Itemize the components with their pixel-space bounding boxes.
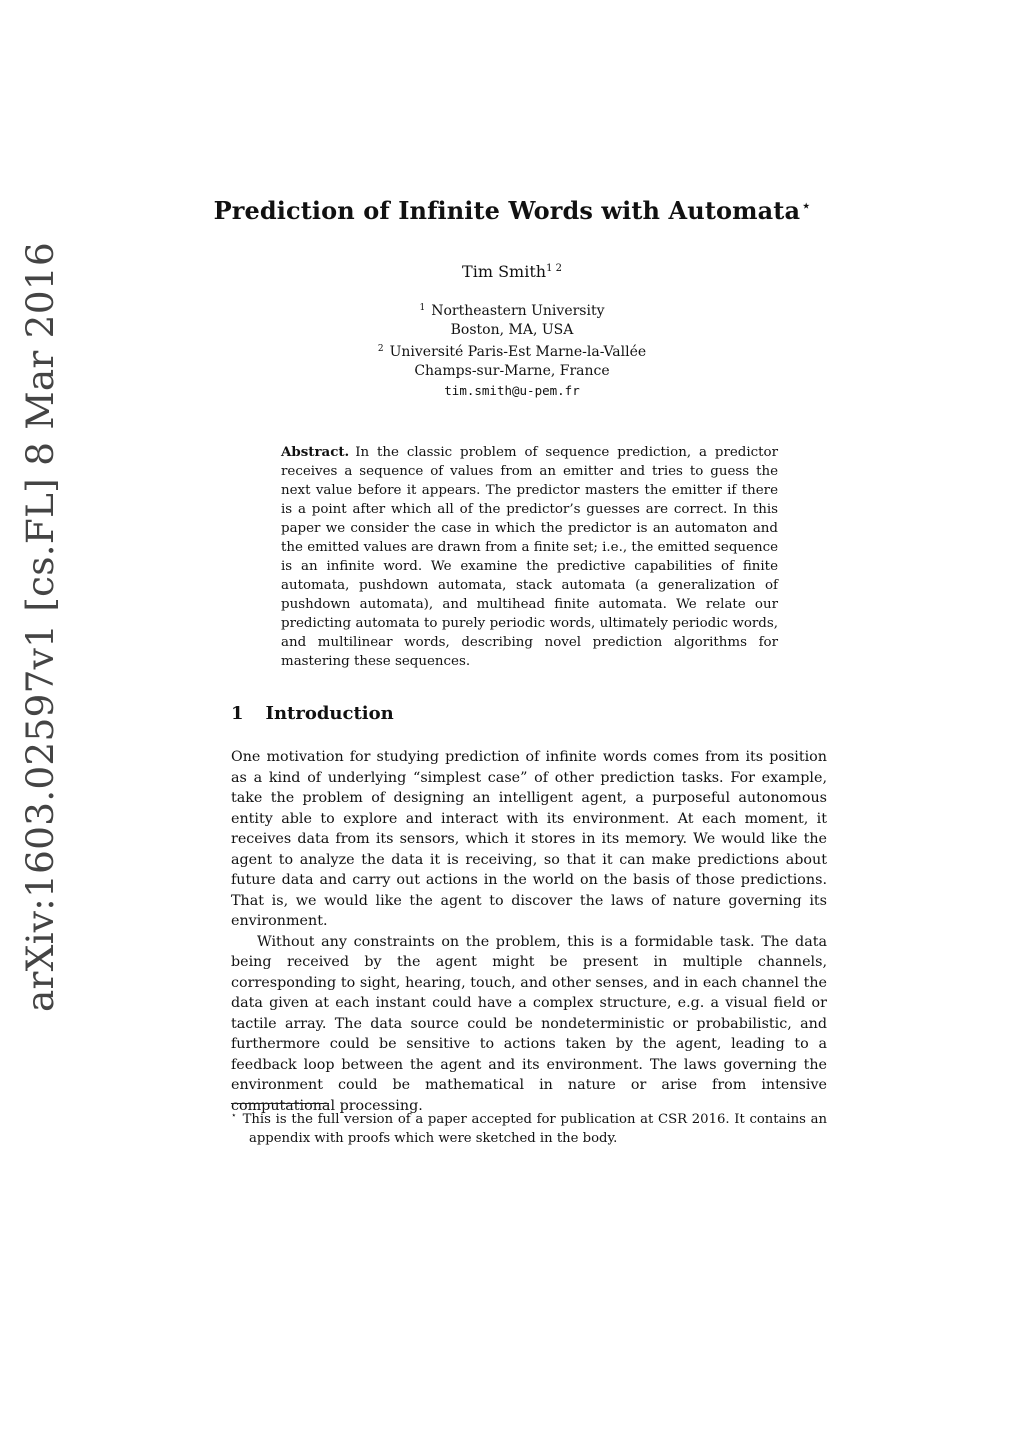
affiliations-block bbox=[0, 299, 1024, 400]
section-number: 1 bbox=[231, 703, 244, 724]
author-name: Tim Smith bbox=[462, 262, 547, 281]
affiliation-2-line2: Champs-sur-Marne, France bbox=[414, 363, 610, 379]
footnote-text: This is the full version of a paper accepted for publication at CSR 2016. It contains an appendix with proofs which were sketched in the body. bbox=[242, 1112, 827, 1146]
paragraph-2: Without any constraints on the problem, this is a formidable task. The data being received by the agent might be present in multiple channels, corresponding to sight, hearing, touch, and other senses, and in each channel the data given at each instant could have a complex structure, e.g. a visual field or tactile array. The data source could be nondeterministic or probabilistic, and furthermore could be sensitive to actions taken by the agent, leading to a feedback loop between the agent and its environment. The laws governing the environment could be mathematical in nature or arise from intensive computational processing. bbox=[231, 933, 827, 1114]
author-line bbox=[0, 262, 1024, 281]
section-heading-introduction bbox=[231, 703, 394, 724]
abstract-block bbox=[281, 443, 778, 671]
abstract-text: In the classic problem of sequence prediction, a predictor receives a sequence of values from an emitter and tries to guess the next value before it appears. The predictor masters the emitter if there is a point after which all of the predictor’s guesses are correct. In this paper we consider the case in which the predictor is an automaton and the emitted values are drawn from a finite set; i.e., the emitted sequence is an infinite word. We examine the predictive capabilities of finite automata, pushdown automata, stack automata (a generalization of pushdown automata), and multihead finite automata. We relate our predicting automata to purely periodic words, ultimately periodic words, and multilinear words, describing novel prediction algorithms for mastering these sequences. bbox=[281, 445, 778, 669]
paragraph-1: One motivation for studying prediction of infinite words comes from its position as a kind of underlying “simplest case” of other prediction tasks. For example, take the problem of designing an intelligent agent, a purposeful autonomous entity able to explore and interact with its environment. At each moment, it receives data from its sensors, which it stores in its memory. We would like the agent to analyze the data it is receiving, so that it can make predictions about future data and carry out actions in the world on the basis of those predictions. That is, we would like the agent to discover the laws of nature governing its environment. bbox=[231, 749, 827, 929]
footnote-divider bbox=[231, 1103, 329, 1104]
author-email: tim.smith@u-pem.fr bbox=[444, 383, 580, 398]
introduction-body bbox=[231, 747, 827, 1116]
affiliation-1-line2: Boston, MA, USA bbox=[450, 322, 574, 338]
abstract-label: Abstract. bbox=[281, 444, 350, 460]
section-title: Introduction bbox=[265, 703, 394, 724]
affiliation-1-mark: 1 bbox=[419, 303, 426, 313]
affiliation-2-mark: 2 bbox=[377, 344, 384, 354]
author-affiliation-marks: 1 2 bbox=[546, 263, 562, 274]
paper-title bbox=[0, 196, 1024, 225]
arxiv-identifier-stamp: arXiv:1603.02597v1 [cs.FL] 8 Mar 2016 bbox=[18, 242, 62, 1012]
title-footnote-mark: ⋆ bbox=[802, 199, 811, 214]
footnote bbox=[231, 1107, 827, 1148]
footnote-mark: ⋆ bbox=[231, 1111, 237, 1121]
affiliation-2-line1: $^2$ Université Paris-Est Marne-la-Vallée bbox=[377, 344, 647, 360]
affiliation-1-line1: $^1$ Northeastern University bbox=[419, 303, 605, 319]
paper-title-text: Prediction of Infinite Words with Automata bbox=[213, 196, 801, 225]
